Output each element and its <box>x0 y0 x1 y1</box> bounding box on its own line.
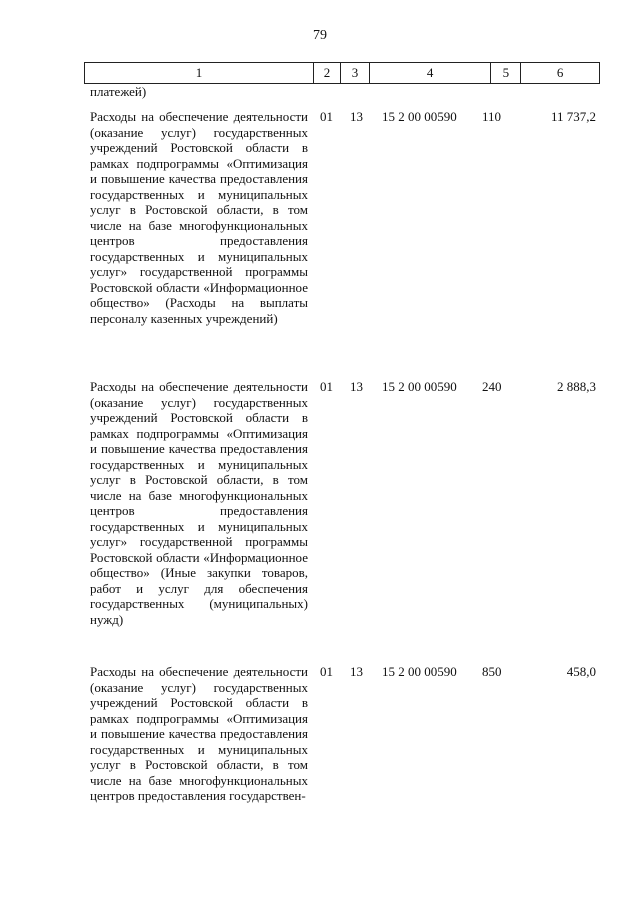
header-col-1: 1 <box>85 63 314 83</box>
row-section: 01 <box>320 664 333 679</box>
row-description: Расходы на обеспечение деятельности (оказание услуг) государственных учреждений Ростовской области в рамках подпрограммы «Оптимизация и повышение качества предоставления государственных и муниципальных услуг в Ростовской области, в том числе на базе многофункциональных центров предоставления государственных и муниципальных услуг» государственной программы Ростовской области «Информационное общество» (Иные закупки товаров, работ и услуг для обеспечения государственных (муниципальных) нужд) <box>90 379 308 627</box>
row-section: 01 <box>320 379 333 394</box>
table-header <box>84 62 600 84</box>
row-expense-type: 240 <box>482 379 502 394</box>
continuation-text: платежей) <box>90 84 147 99</box>
row-amount: 458,0 <box>566 664 596 679</box>
row-subsection: 13 <box>350 664 363 679</box>
row-expense-type: 110 <box>482 109 502 124</box>
row-amount: 11 737,2 <box>550 109 596 124</box>
row-section: 01 <box>320 109 333 124</box>
row-target-code: 15 2 00 00590 <box>382 664 457 679</box>
row-subsection: 13 <box>350 109 363 124</box>
row-description: Расходы на обеспечение деятельности (оказание услуг) государственных учреждений Ростовской области в рамках подпрограммы «Оптимизация и повышение качества предоставления государственных и муниципальных услуг в Ростовской области, в том числе на базе многофункциональных центров предоставления государствен- <box>90 664 308 803</box>
row-description: Расходы на обеспечение деятельности (оказание услуг) государственных учреждений Ростовской области в рамках подпрограммы «Оптимизация и повышение качества предоставления государственных и муниципальных услуг в Ростовской области, в том числе на базе многофункциональных центров предоставления государственных и муниципальных услуг» государственной программы Ростовской области «Информационное общество» (Расходы на выплаты персоналу казенных учреждений) <box>90 109 308 326</box>
page-number: 79 <box>313 28 327 43</box>
row-target-code: 15 2 00 00590 <box>382 109 457 124</box>
row-expense-type: 850 <box>482 664 502 679</box>
row-subsection: 13 <box>350 379 363 394</box>
header-col-6: 6 <box>556 65 564 80</box>
row-target-code: 15 2 00 00590 <box>382 379 457 394</box>
header-col-2: 2 <box>314 63 341 83</box>
header-col-5: 5 <box>491 63 521 83</box>
row-amount: 2 888,3 <box>557 379 596 394</box>
header-col-4: 4 <box>370 63 492 83</box>
header-col-3: 3 <box>341 63 370 83</box>
